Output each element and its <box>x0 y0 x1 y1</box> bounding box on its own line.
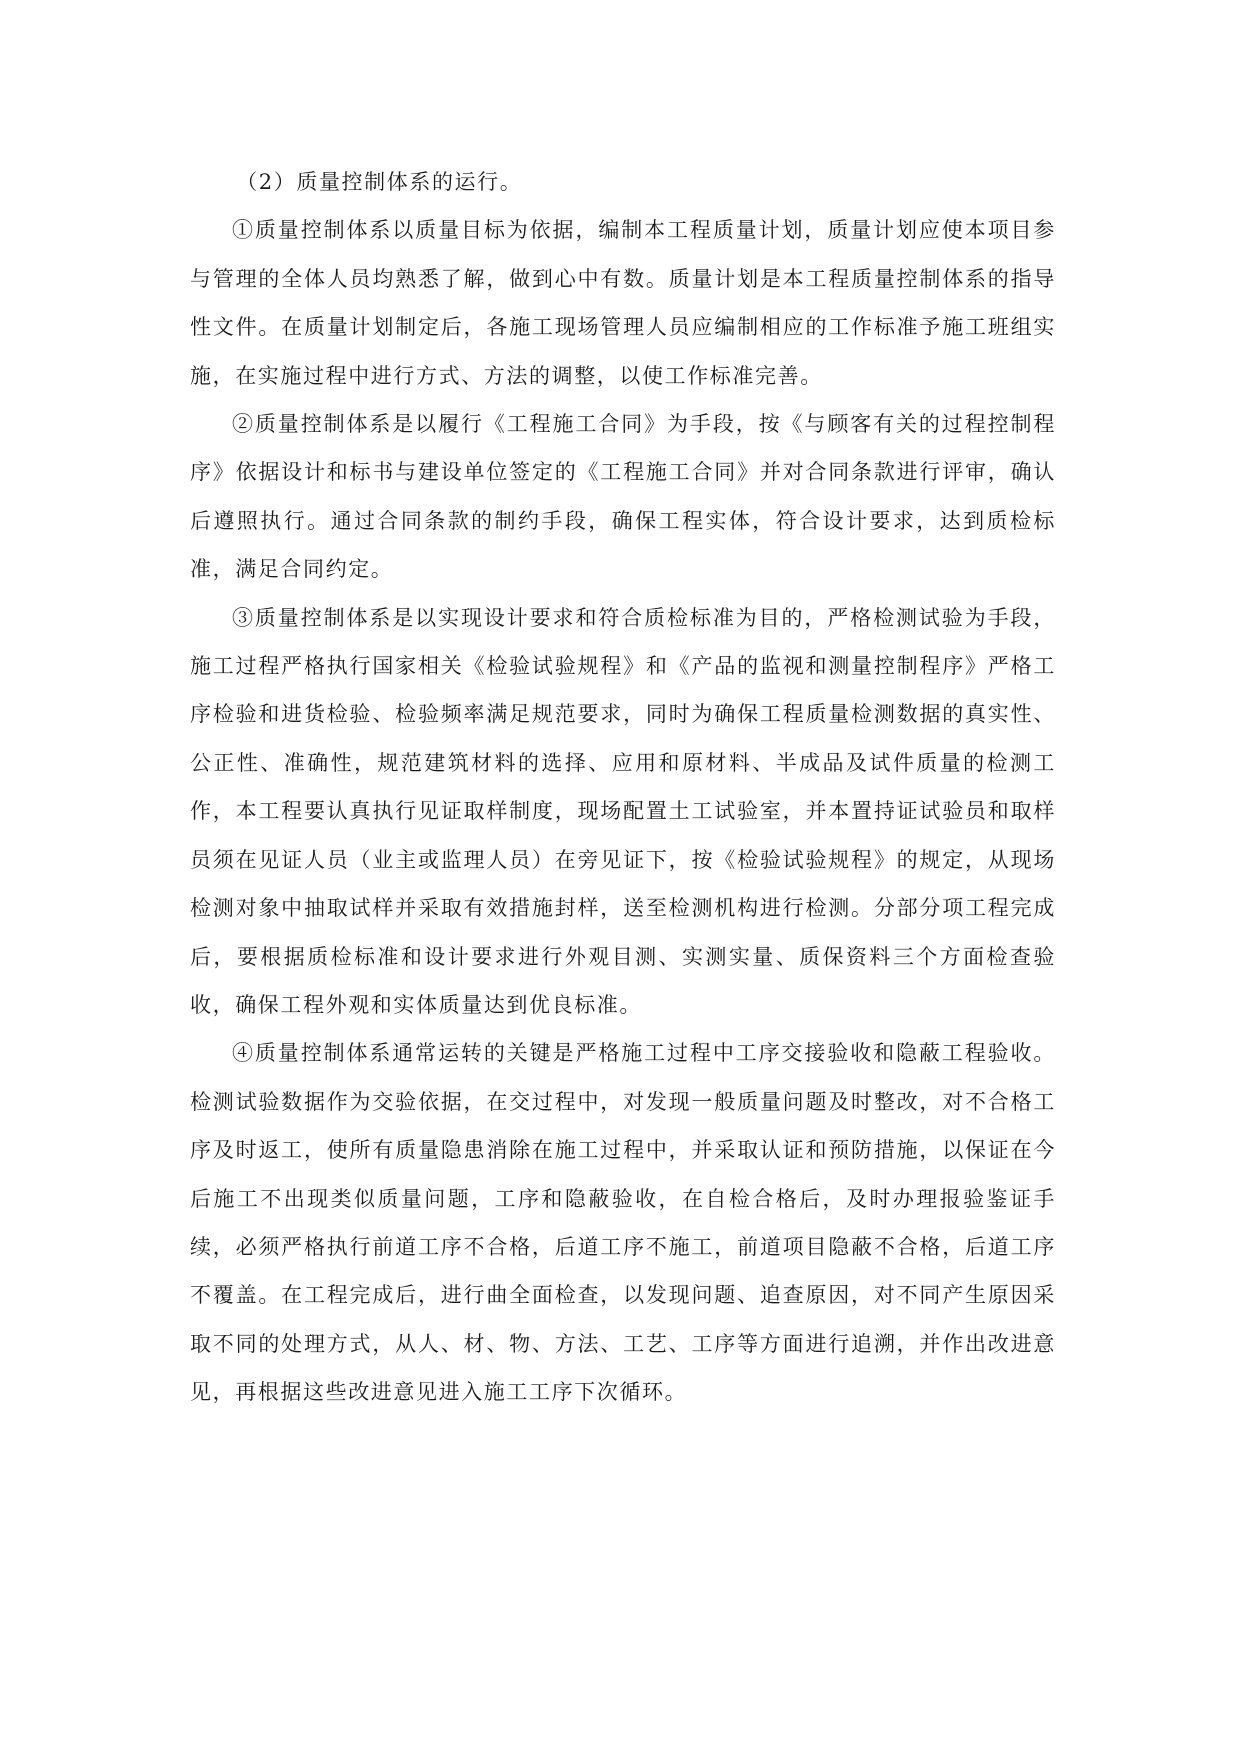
paragraph-3: ③质量控制体系是以实现设计要求和符合质检标准为目的，严格检测试验为手段，施工过程严格执行国家相关《检验试验规程》和《产品的监视和测量控制程序》严格工序检验和进货检验、检验频率满足规范要求，同时为确保工程质量检测数据的真实性、公正性、准确性，规范建筑材料的选择、应用和原材料、半成品及试件质量的检测工作，本工程要认真执行见证取样制度，现场配置土工试验室，并本置持证试验员和取样员须在见证人员（业主或监理人员）在旁见证下，按《检验试验规程》的规定，从现场检测对象中抽取试样并采取有效措施封样，送至检测机构进行检测。分部分项工程完成后，要根据质检标准和设计要求进行外观目测、实测实量、质保资料三个方面检查验收，确保工程外观和实体质量达到优良标准。 <box>190 605 1056 1017</box>
paragraph-1: ①质量控制体系以质量目标为依据，编制本工程质量计划，质量计划应使本项目参与管理的全体人员均熟悉了解，做到心中有数。质量计划是本工程质量控制体系的指导性文件。在质量计划制定后，各施工现场管理人员应编制相应的工作标准予施工班组实施，在实施过程中进行方式、方法的调整，以使工作标准完善。 <box>190 218 1056 388</box>
section-heading: （2）质量控制体系的运行。 <box>236 170 523 194</box>
document-body <box>190 158 1056 1417</box>
paragraph-4: ④质量控制体系通常运转的关键是严格施工过程中工序交接验收和隐蔽工程验收。检测试验数据作为交验依据，在交过程中，对发现一般质量问题及时整改，对不合格工序及时返工，使所有质量隐患消除在施工过程中，并采取认证和预防措施，以保证在今后施工不出现类似质量问题，工序和隐蔽验收，在自检合格后，及时办理报验鉴证手续，必须严格执行前道工序不合格，后道工序不施工，前道项目隐蔽不合格，后道工序不覆盖。在工程完成后，进行曲全面检查，以发现问题、追查原因，对不同产生原因采取不同的处理方式，从人、材、物、方法、工艺、工序等方面进行追溯，并作出改进意见，再根据这些改进意见进入施工工序下次循环。 <box>190 1041 1056 1405</box>
paragraph-2: ②质量控制体系是以履行《工程施工合同》为手段，按《与顾客有关的过程控制程序》依据设计和标书与建设单位签定的《工程施工合同》并对合同条款进行评审，确认后遵照执行。通过合同条款的制约手段，确保工程实体，符合设计要求，达到质检标准，满足合同约定。 <box>190 412 1056 582</box>
